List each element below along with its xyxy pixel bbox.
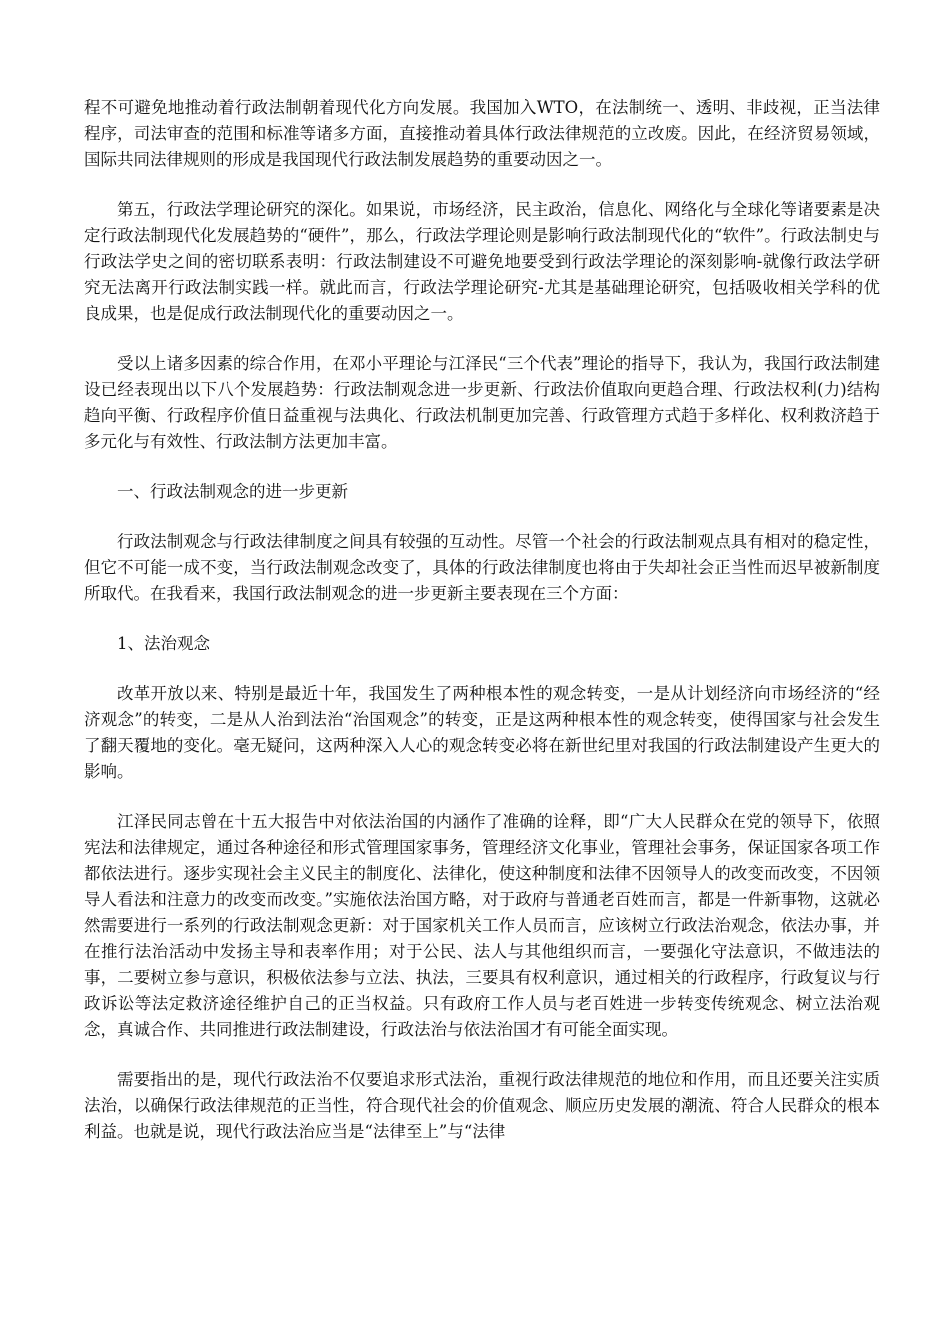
paragraph-substantive-rule-of-law: 需要指出的是，现代行政法治不仅要追求形式法治，重视行政法律规范的地位和作用，而且还要关注实质法治，以确保行政法律规范的正当性，符合现代社会的价值观念、顺应历史发展的潮流、符合人民群众的根本利益。也就是说，现代行政法治应当是“法律至上”与“法律 [84, 1070, 880, 1141]
paragraph-theory-research: 第五，行政法学理论研究的深化。如果说，市场经济，民主政治，信息化、网络化与全球化等诸要素是决定行政法制现代化发展趋势的“硬件”，那么，行政法学理论则是影响行政法制现代化的“软件”。行政法制史与行政法学史之间的密切联系表明：行政法制建设不可避免地要受到行政法学理论的深刻影响-就像行政法学研究无法离开行政法制实践一样。就此而言，行政法学理论研究-尤其是基础理论研究，包括吸收相关学科的优良成果，也是促成行政法制现代化的重要动因之一。 [84, 200, 880, 323]
paragraph-eight-trends: 受以上诸多因素的综合作用，在邓小平理论与江泽民“三个代表”理论的指导下，我认为，我国行政法制建设已经表现出以下八个发展趋势：行政法制观念进一步更新、行政法价值取向更趋合理、行政法权利(力)结构趋向平衡、行政程序价值日益重视与法典化、行政法机制更加完善、行政管理方式趋于多样化、权利救济趋于多元化与有效性、行政法制方法更加丰富。 [84, 354, 880, 451]
paragraph-fifteenth-congress: 江泽民同志曾在十五大报告中对依法治国的内涵作了准确的诠释，即“广大人民群众在党的领导下，依照宪法和法律规定，通过各种途径和形式管理国家事务，管理经济文化事业，管理社会事务，保证国家各项工作都依法进行。逐步实现社会主义民主的制度化、法律化，使这种制度和法律不因领导人的改变而改变，不因领导人看法和注意力的改变而改变。”实施依法治国方略，对于政府与普通老百姓而言，都是一件新事物，这就必然需要进行一系列的行政法制观念更新：对于国家机关工作人员而言，应该树立行政法治观念，依法办事，并在推行法治活动中发扬主导和表率作用；对于公民、法人与其他组织而言，一要强化守法意识，不做违法的事，二要树立参与意识，积极依法参与立法、执法，三要具有权利意识，通过相关的行政程序，行政复议与行政诉讼等法定救济途径维护自己的正当权益。只有政府工作人员与老百姓进一步转变传统观念、树立法治观念，真诚合作、共同推进行政法制建设，行政法治与依法治国才有可能全面实现。 [84, 812, 880, 1039]
paragraph-wto: 程不可避免地推动着行政法制朝着现代化方向发展。我国加入WTO，在法制统一、透明、非歧视，正当法律程序，司法审查的范围和标准等诸多方面，直接推动着具体行政法律规范的立改废。因此，在经济贸易领域，国际共同法律规则的形成是我国现代行政法制发展趋势的重要动因之一。 [84, 98, 880, 169]
paragraph-reform-opening: 改革开放以来、特别是最近十年，我国发生了两种根本性的观念转变，一是从计划经济向市场经济的“经济观念”的转变，二是从人治到法治“治国观念”的转变，正是这两种根本性的观念转变，使得国家与社会发生了翻天覆地的变化。毫无疑问，这两种深入人心的观念转变必将在新世纪里对我国的行政法制建设产生更大的影响。 [84, 684, 880, 781]
document-body [84, 95, 880, 1169]
section-heading-concepts: 一、行政法制观念的进一步更新 [117, 482, 348, 501]
paragraph-concepts-interaction: 行政法制观念与行政法律制度之间具有较强的互动性。尽管一个社会的行政法制观点具有相对的稳定性，但它不可能一成不变，当行政法制观念改变了，具体的行政法律制度也将由于失却社会正当性而迟早被新制度所取代。在我看来，我国行政法制观念的进一步更新主要表现在三个方面： [84, 532, 880, 603]
subsection-heading-rule-of-law: 1、法治观念 [117, 634, 210, 653]
